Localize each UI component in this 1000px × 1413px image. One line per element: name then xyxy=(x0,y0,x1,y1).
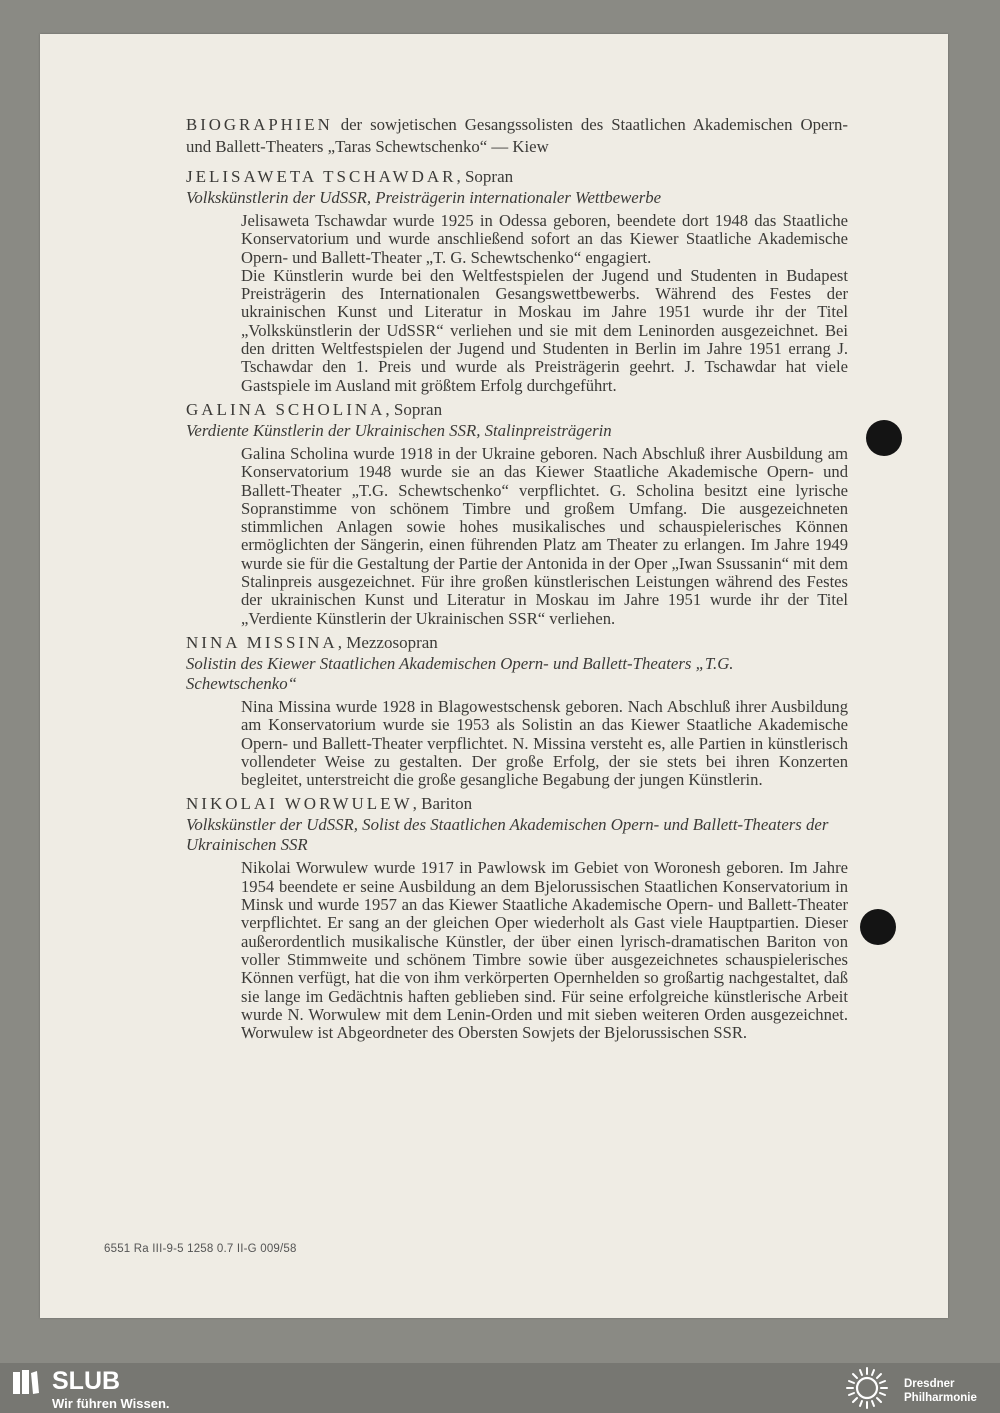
artist-name: JELISAWETA TSCHAWDAR xyxy=(186,167,457,186)
artist-name: NINA MISSINA xyxy=(186,632,338,652)
artist-section xyxy=(186,399,848,628)
philharmonie-logo-icon xyxy=(842,1366,892,1410)
slub-name: SLUB xyxy=(52,1367,121,1395)
artist-title: Volkskünstlerin der UdSSR, Preisträgerin internationaler Wettbewerbe xyxy=(186,188,662,207)
artist-voice: , Mezzosopran xyxy=(337,632,438,652)
intro-heading xyxy=(186,114,848,158)
artist-biography xyxy=(241,859,848,1042)
slub-tagline: Wir führen Wissen. xyxy=(52,1396,170,1411)
artist-heading xyxy=(186,166,848,188)
artist-voice: , Sopran xyxy=(385,399,443,419)
footer-bar xyxy=(0,1363,1000,1413)
philharmonie-name-line2: Philharmonie xyxy=(904,1392,977,1404)
artist-biography xyxy=(241,698,848,789)
bio-paragraph: Nikolai Worwulew wurde 1917 in Pawlowsk im Gebiet von Woronesh geboren. Im Jahre 1954 beendete er seine Ausbildung an dem Bjelorussischen Staatlichen Konservatorium in Minsk und wurde 1957 an das Kiewer Staatliche Akademische Opern- und Ballett-Theater verpflichtet. Er sang an der gleichen Oper wiederholt als Gast viele Hauptpartien. Dieser außerordentlich musikalische Künstler, der über einen lyrisch-dramatischen Bariton von voller Stimmweite und schönem Timbre sowie über ausgezeichnetes schauspielerisches Können verfügt, hat die von ihm verkörperten Opernhelden so großartig nachgestaltet, daß sie lange im Gedächtnis haften geblieben sind. Für seine erfolgreiche künstlerische Arbeit wurde N. Worwulew mit dem Lenin-Orden und mit sieben weiteren Orden ausgezeichnet. Worwulew ist Abgeordneter des Obersten Sowjets der Bjelorussischen SSR. xyxy=(241,858,848,1043)
artist-title: Volkskünstler der UdSSR, Solist des Staatlichen Akademischen Opern- und Ballett-Theaters der Ukrainischen SSR xyxy=(186,815,829,855)
artist-name: NIKOLAI WORWULEW xyxy=(186,794,413,814)
intro-rest: der sowjetischen Gesangssolisten des Staatlichen Akademischen Opern- und Ballett-Theaters „Taras Schewtschenko“ — Kiew xyxy=(186,115,848,156)
bio-paragraph: Die Künstlerin wurde bei den Weltfestspielen der Jugend und Studenten in Budapest Preisträgerin des Internationalen Gesangswettbewerbs. Während des Festes der ukrainischen Kunst und Literatur in Moskau im Jahre 1951 wurde ihr der Titel „Volkskünstlerin der UdSSR“ verliehen und sie mit dem Leninorden ausgezeichnet. Bei den dritten Weltfestspielen der Jugend und Studenten in Berlin im Jahre 1951 errang J. Tschawdar den 1. Preis und wurde als Preisträgerin geehrt. J. Tschawdar hat viele Gastspiele im Ausland mit größtem Erfolg durchgeführt. xyxy=(241,265,848,395)
philharmonie-name-line1: Dresdner xyxy=(904,1378,955,1390)
artist-voice: , Bariton xyxy=(412,794,473,814)
printer-imprint: 6551 Ra III-9-5 1258 0.7 II-G 009/58 xyxy=(104,1243,297,1255)
artist-heading xyxy=(186,399,848,421)
artist-list xyxy=(186,166,848,1042)
punch-hole-lower xyxy=(860,909,896,945)
philharmonie-name xyxy=(904,1377,977,1405)
artist-heading xyxy=(186,632,848,654)
artist-section xyxy=(186,632,848,789)
document-page xyxy=(40,34,948,1318)
intro-lead: BIOGRAPHIEN xyxy=(186,115,333,134)
document-body xyxy=(186,114,848,1046)
artist-title: Verdiente Künstlerin der Ukrainischen SSR, Stalinpreisträgerin xyxy=(186,420,612,440)
artist-biography xyxy=(241,212,848,395)
artist-voice: , Sopran xyxy=(456,167,514,186)
bio-paragraph: Galina Scholina wurde 1918 in der Ukraine geboren. Nach Abschluß ihrer Ausbildung am Konservatorium 1948 wurde sie an das Kiewer Staatliche Akademische Opern- und Ballett-Theater „T.G. Schewtschenko“ verpflichtet. G. Scholina besitzt eine lyrische Sopranstimme von schönem Timbre und großem Umfang. Die ausgezeichneten stimmlichen Anlagen sowie hohes musikalisches und schauspielerisches Können ermöglichten der Sängerin, einen führenden Platz am Theater zu erlangen. Im Jahre 1949 wurde sie für die Gestaltung der Partie der Antonida in der Oper „Iwan Ssussanin“ mit dem Stalinpreis ausgezeichnet. Für ihre großen künstlerischen Leistungen während des Festes der ukrainischen Kunst und Literatur in Moskau im Jahre 1951 wurde ihr der Titel „Verdiente Künstlerin der Ukrainischen SSR“ verliehen. xyxy=(241,443,848,628)
bio-paragraph: Nina Missina wurde 1928 in Blagowestschensk geboren. Nach Abschluß ihrer Ausbildung am Konservatorium wurde sie 1953 als Solistin an das Kiewer Staatliche Akademische Opern- und Ballett-Theater verpflichtet. N. Missina versteht es, alle Partien in künstlerisch vollendeter Weise zu gestalten. Der große Erfolg, der sie stets bei ihren Konzerten begleitet, unterstreicht die große gesangliche Begabung der jungen Künstlerin. xyxy=(241,696,848,790)
bio-paragraph: Jelisaweta Tschawdar wurde 1925 in Odessa geboren, beendete dort 1948 das Staatliche Konservatorium und wurde anschließend sofort an das Kiewer Staatliche Akademische Opern- und Ballett-Theater „T. G. Schewtschenko“ engagiert. xyxy=(241,211,848,267)
artist-name: GALINA SCHOLINA xyxy=(186,399,386,419)
artist-section xyxy=(186,793,848,1042)
punch-hole-upper xyxy=(866,420,902,456)
slub-logo-icon xyxy=(10,1367,40,1397)
artist-section xyxy=(186,166,848,395)
artist-heading xyxy=(186,793,848,815)
artist-biography xyxy=(241,445,848,628)
artist-title: Solistin des Kiewer Staatlichen Akademischen Opern- und Ballett-Theaters „T.G. Schewtschenko“ xyxy=(186,653,734,693)
